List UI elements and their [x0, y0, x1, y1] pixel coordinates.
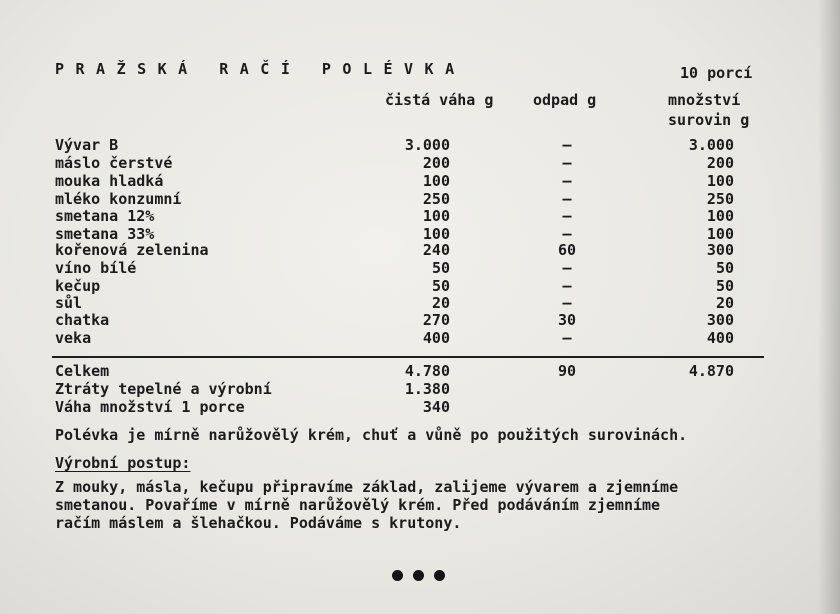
ornament-dot [413, 570, 424, 581]
ingredient-name: chatka [55, 311, 110, 329]
ingredient-name: máslo čerstvé [55, 154, 173, 172]
portion-weight-label: Váha množství 1 porce [55, 398, 245, 416]
ingredient-net: 200 [422, 154, 450, 172]
ingredient-raw: 100 [706, 172, 734, 190]
ingredient-name: sůl [55, 294, 83, 312]
ingredient-raw: 50 [715, 259, 734, 277]
table-row [0, 190, 840, 208]
totals-row [0, 362, 840, 380]
ingredient-waste: 30 [557, 311, 577, 329]
ingredient-raw: 250 [706, 190, 734, 208]
ingredient-net: 3.000 [404, 136, 450, 154]
table-row [0, 136, 840, 154]
ingredient-waste: – [562, 294, 572, 312]
ingredient-net: 50 [431, 259, 450, 277]
ingredient-net: 50 [431, 277, 450, 295]
ingredient-raw: 20 [715, 294, 734, 312]
ornament-dot [434, 570, 445, 581]
total-raw: 4.870 [688, 362, 734, 380]
table-row [0, 172, 840, 190]
ingredient-net: 270 [422, 311, 450, 329]
table-row [0, 329, 840, 347]
ingredient-raw: 50 [715, 277, 734, 295]
ingredient-net: 20 [431, 294, 450, 312]
header-raw-amount [668, 90, 778, 130]
ingredient-raw: 200 [706, 154, 734, 172]
table-row [0, 154, 840, 172]
ingredient-name: kořenová zelenina [55, 241, 209, 259]
portion-weight-net: 340 [422, 398, 450, 416]
total-net: 4.780 [404, 362, 450, 380]
total-waste: 90 [557, 362, 577, 380]
table-row [0, 277, 840, 295]
ingredient-net: 400 [422, 329, 450, 347]
ingredient-net: 100 [422, 207, 450, 225]
ingredient-waste: – [562, 259, 572, 277]
ingredient-net: 250 [422, 190, 450, 208]
ingredient-name: mléko konzumní [55, 190, 182, 208]
ingredient-raw: 300 [706, 311, 734, 329]
ingredient-name: víno bílé [55, 259, 137, 277]
portion-weight-row [0, 398, 840, 416]
procedure-line: smetanou. Povaříme v mírně narůžovělý krém. Před podáváním zjemníme [55, 496, 661, 514]
procedure-line: račím máslem a šlehačkou. Podáváme s krutony. [55, 514, 462, 532]
table-divider [52, 356, 764, 358]
header-raw-amount-line2: surovin g [668, 111, 750, 129]
ingredient-waste: – [562, 136, 572, 154]
table-row [0, 311, 840, 329]
header-waste: odpad g [533, 91, 597, 109]
ingredient-name: smetana 12% [55, 207, 155, 225]
procedure-line: Z mouky, másla, kečupu připravíme základ, zalijeme vývarem a zjemníme [55, 478, 679, 496]
ingredient-name: kečup [55, 277, 101, 295]
ingredient-waste: – [562, 225, 572, 243]
losses-row [0, 380, 840, 398]
ingredient-raw: 3.000 [688, 136, 734, 154]
recipe-description: Polévka je mírně narůžovělý krém, chuť a vůně po použitých surovinách. [55, 426, 688, 444]
table-row [0, 207, 840, 225]
ingredient-net: 100 [422, 225, 450, 243]
ingredient-waste: – [562, 277, 572, 295]
losses-label: Ztráty tepelné a výrobní [55, 380, 272, 398]
header-raw-amount-line1: množství [668, 91, 741, 109]
recipe-title: PRAŽSKÁ RAČÍ POLÉVKA [55, 60, 466, 78]
header-net-weight: čistá váha g [385, 91, 494, 109]
table-row [0, 241, 840, 259]
table-row [0, 259, 840, 277]
ingredient-waste: – [562, 329, 572, 347]
ingredient-name: smetana 33% [55, 225, 155, 243]
losses-net: 1.380 [404, 380, 450, 398]
ornament-dot [392, 570, 403, 581]
ingredient-name: mouka hladká [55, 172, 164, 190]
ingredient-waste: – [562, 154, 572, 172]
ingredient-raw: 100 [706, 225, 734, 243]
ingredient-net: 100 [422, 172, 450, 190]
portions-label: 10 porcí [680, 64, 753, 82]
end-ornament [392, 570, 445, 581]
ingredient-raw: 100 [706, 207, 734, 225]
ingredient-raw: 400 [706, 329, 734, 347]
ingredient-name: Vývar B [55, 136, 119, 154]
procedure-title: Výrobní postup: [55, 454, 191, 472]
ingredient-waste: – [562, 190, 572, 208]
ingredient-raw: 300 [706, 241, 734, 259]
ingredient-waste: – [562, 172, 572, 190]
ingredient-waste: 60 [557, 241, 577, 259]
ingredient-waste: – [562, 207, 572, 225]
ingredient-net: 240 [422, 241, 450, 259]
ingredient-name: veka [55, 329, 92, 347]
table-row [0, 294, 840, 312]
total-label: Celkem [55, 362, 110, 380]
